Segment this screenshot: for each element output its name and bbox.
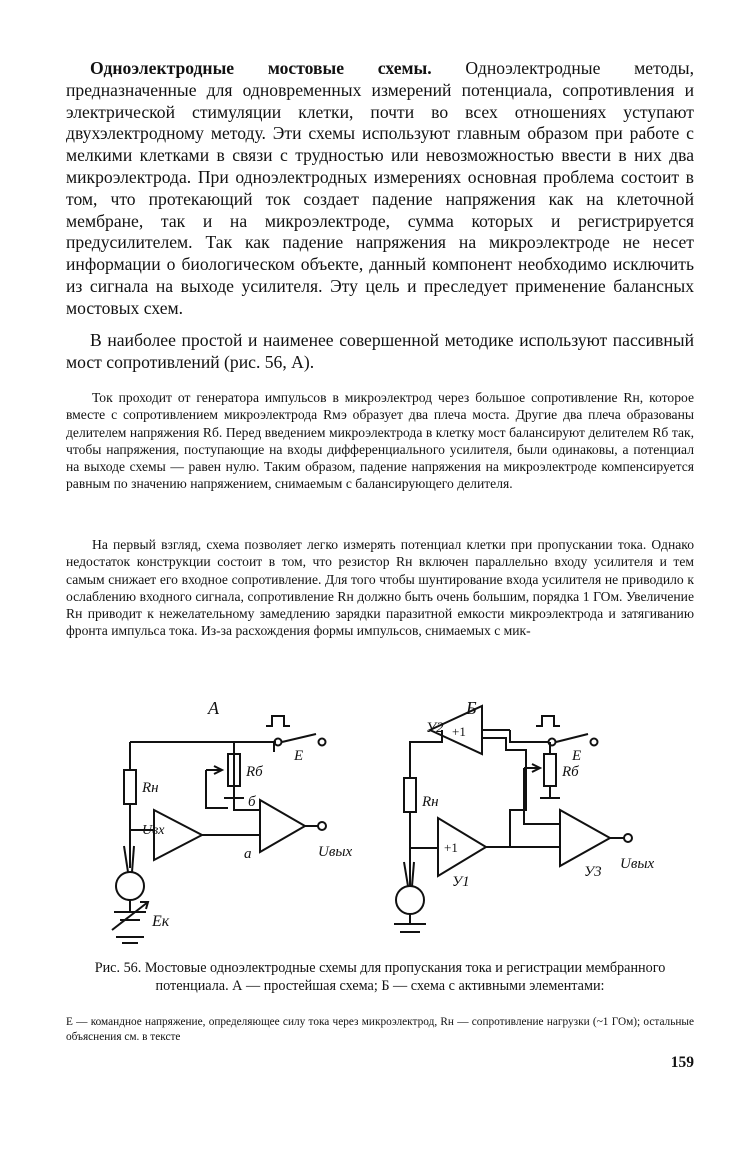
label-rb-b: Rб <box>562 764 579 780</box>
panel-b-title: Б <box>466 698 477 718</box>
resistor-rn-a <box>124 770 136 804</box>
paragraph-body: Одноэлектродные методы, предназначенные для одновременных измерений потенциала, сопротивления и электрической стимуляции клетки, почти во всех отношениях уступают двухэлектродному методу. Эти схемы используют главным образом при работе с мелкими клетками в связи с трудностью или невозможностью ввести в них два микроэлектрода. При одноэлектродных измерениях основная проблема состоит в том, что протекающий ток создает падение напряжения как на клеточной мембране, так и на микроэлектроде, сумма которых и регистрируется предусилителем. Так как падение напряжения на микроэлектроде не несет информации о биологическом объекте, данный компонент необходимо исключить из сигнала на выходе усилителя. Эту цель и преследует применение балансных мостовых схем. <box>66 58 694 318</box>
label-rb-a: Rб <box>246 764 263 780</box>
label-node-b: б <box>248 794 256 810</box>
label-u1: У1 <box>452 874 470 890</box>
gain-u2: +1 <box>452 724 466 739</box>
amplifier-u3 <box>560 810 610 866</box>
circuit-figure <box>90 690 670 950</box>
figure-caption-note: Е — командное напряжение, определяющее силу тока через микроэлектрод, Rн — сопротивление нагрузки (~1 ГОм); остальные объяснения см. в тексте <box>66 1016 694 1043</box>
panel-a-title: А <box>208 698 219 718</box>
paragraph-passive-bridge: В наиболее простой и наименее совершенной методике используют пассивный мост сопротивлений (рис. 56, А). <box>66 330 694 372</box>
amplifier-diff-a <box>260 800 305 852</box>
gain-u1: +1 <box>444 840 458 855</box>
label-uout-a: Uвых <box>318 844 353 860</box>
label-e-a: E <box>294 748 304 764</box>
label-e-b: E <box>572 748 582 764</box>
paragraph-drawbacks: На первый взгляд, схема позволяет легко измерять потенциал клетки при пропускании тока. Однако недостаток конструкции состоит в том, что резистор Rн включен параллельно входу усилителя и тем самым снижает его входное сопротивление. Для того чтобы шунтирование входа усилителя не приводило к ослаблению входного сигнала, сопротивление Rн должно быть очень большим, порядка 1 ГОм. Увеличение Rн приводит к нежелательному замедлению зарядки паразитной емкости микроэлектрода и затягиванию фронта импульса тока. Из-за расхождения формы импульсов, снимаемых с мик- <box>66 537 694 639</box>
label-u3: У3 <box>584 864 602 880</box>
resistor-rn-b <box>404 778 416 812</box>
label-ek: Eк <box>152 913 170 930</box>
paragraph-bridge-circuits <box>66 58 694 320</box>
label-rn-a: Rн <box>142 780 159 796</box>
paragraph-current-flow: Ток проходит от генератора импульсов в микроэлектрод через большое сопротивление Rн, которое вместе с сопротивлением микроэлектрода Rмэ образует два плеча моста. Другие два плеча образованы делителем напряжения Rб. Перед введением микроэлектрода в клетку мост балансируют делителем Rб так, чтобы напряжения, поступающие на входы дифференциального усилителя, были одинаковы, а потенциал на выходе схемы — равен нулю. Таким образом, падение напряжения на микроэлектроде компенсируется равным по значению напряжением, снимаемым с балансирующего делителя. <box>66 390 694 492</box>
page-number: 159 <box>670 1054 694 1071</box>
label-u2: У2 <box>426 720 444 736</box>
label-uin: Uвх <box>142 823 165 838</box>
section-heading: Одноэлектродные мостовые схемы. <box>90 58 432 78</box>
label-uout-b: Uвых <box>620 856 655 872</box>
figure-caption: Рис. 56. Мостовые одноэлектродные схемы для пропускания тока и регистрации мембранного потенциала. А — простейшая схема; Б — схема с активными элементами: <box>94 960 666 994</box>
resistor-rb-b <box>544 754 556 786</box>
label-node-a: а <box>244 846 252 862</box>
label-rn-b: Rн <box>422 794 439 810</box>
